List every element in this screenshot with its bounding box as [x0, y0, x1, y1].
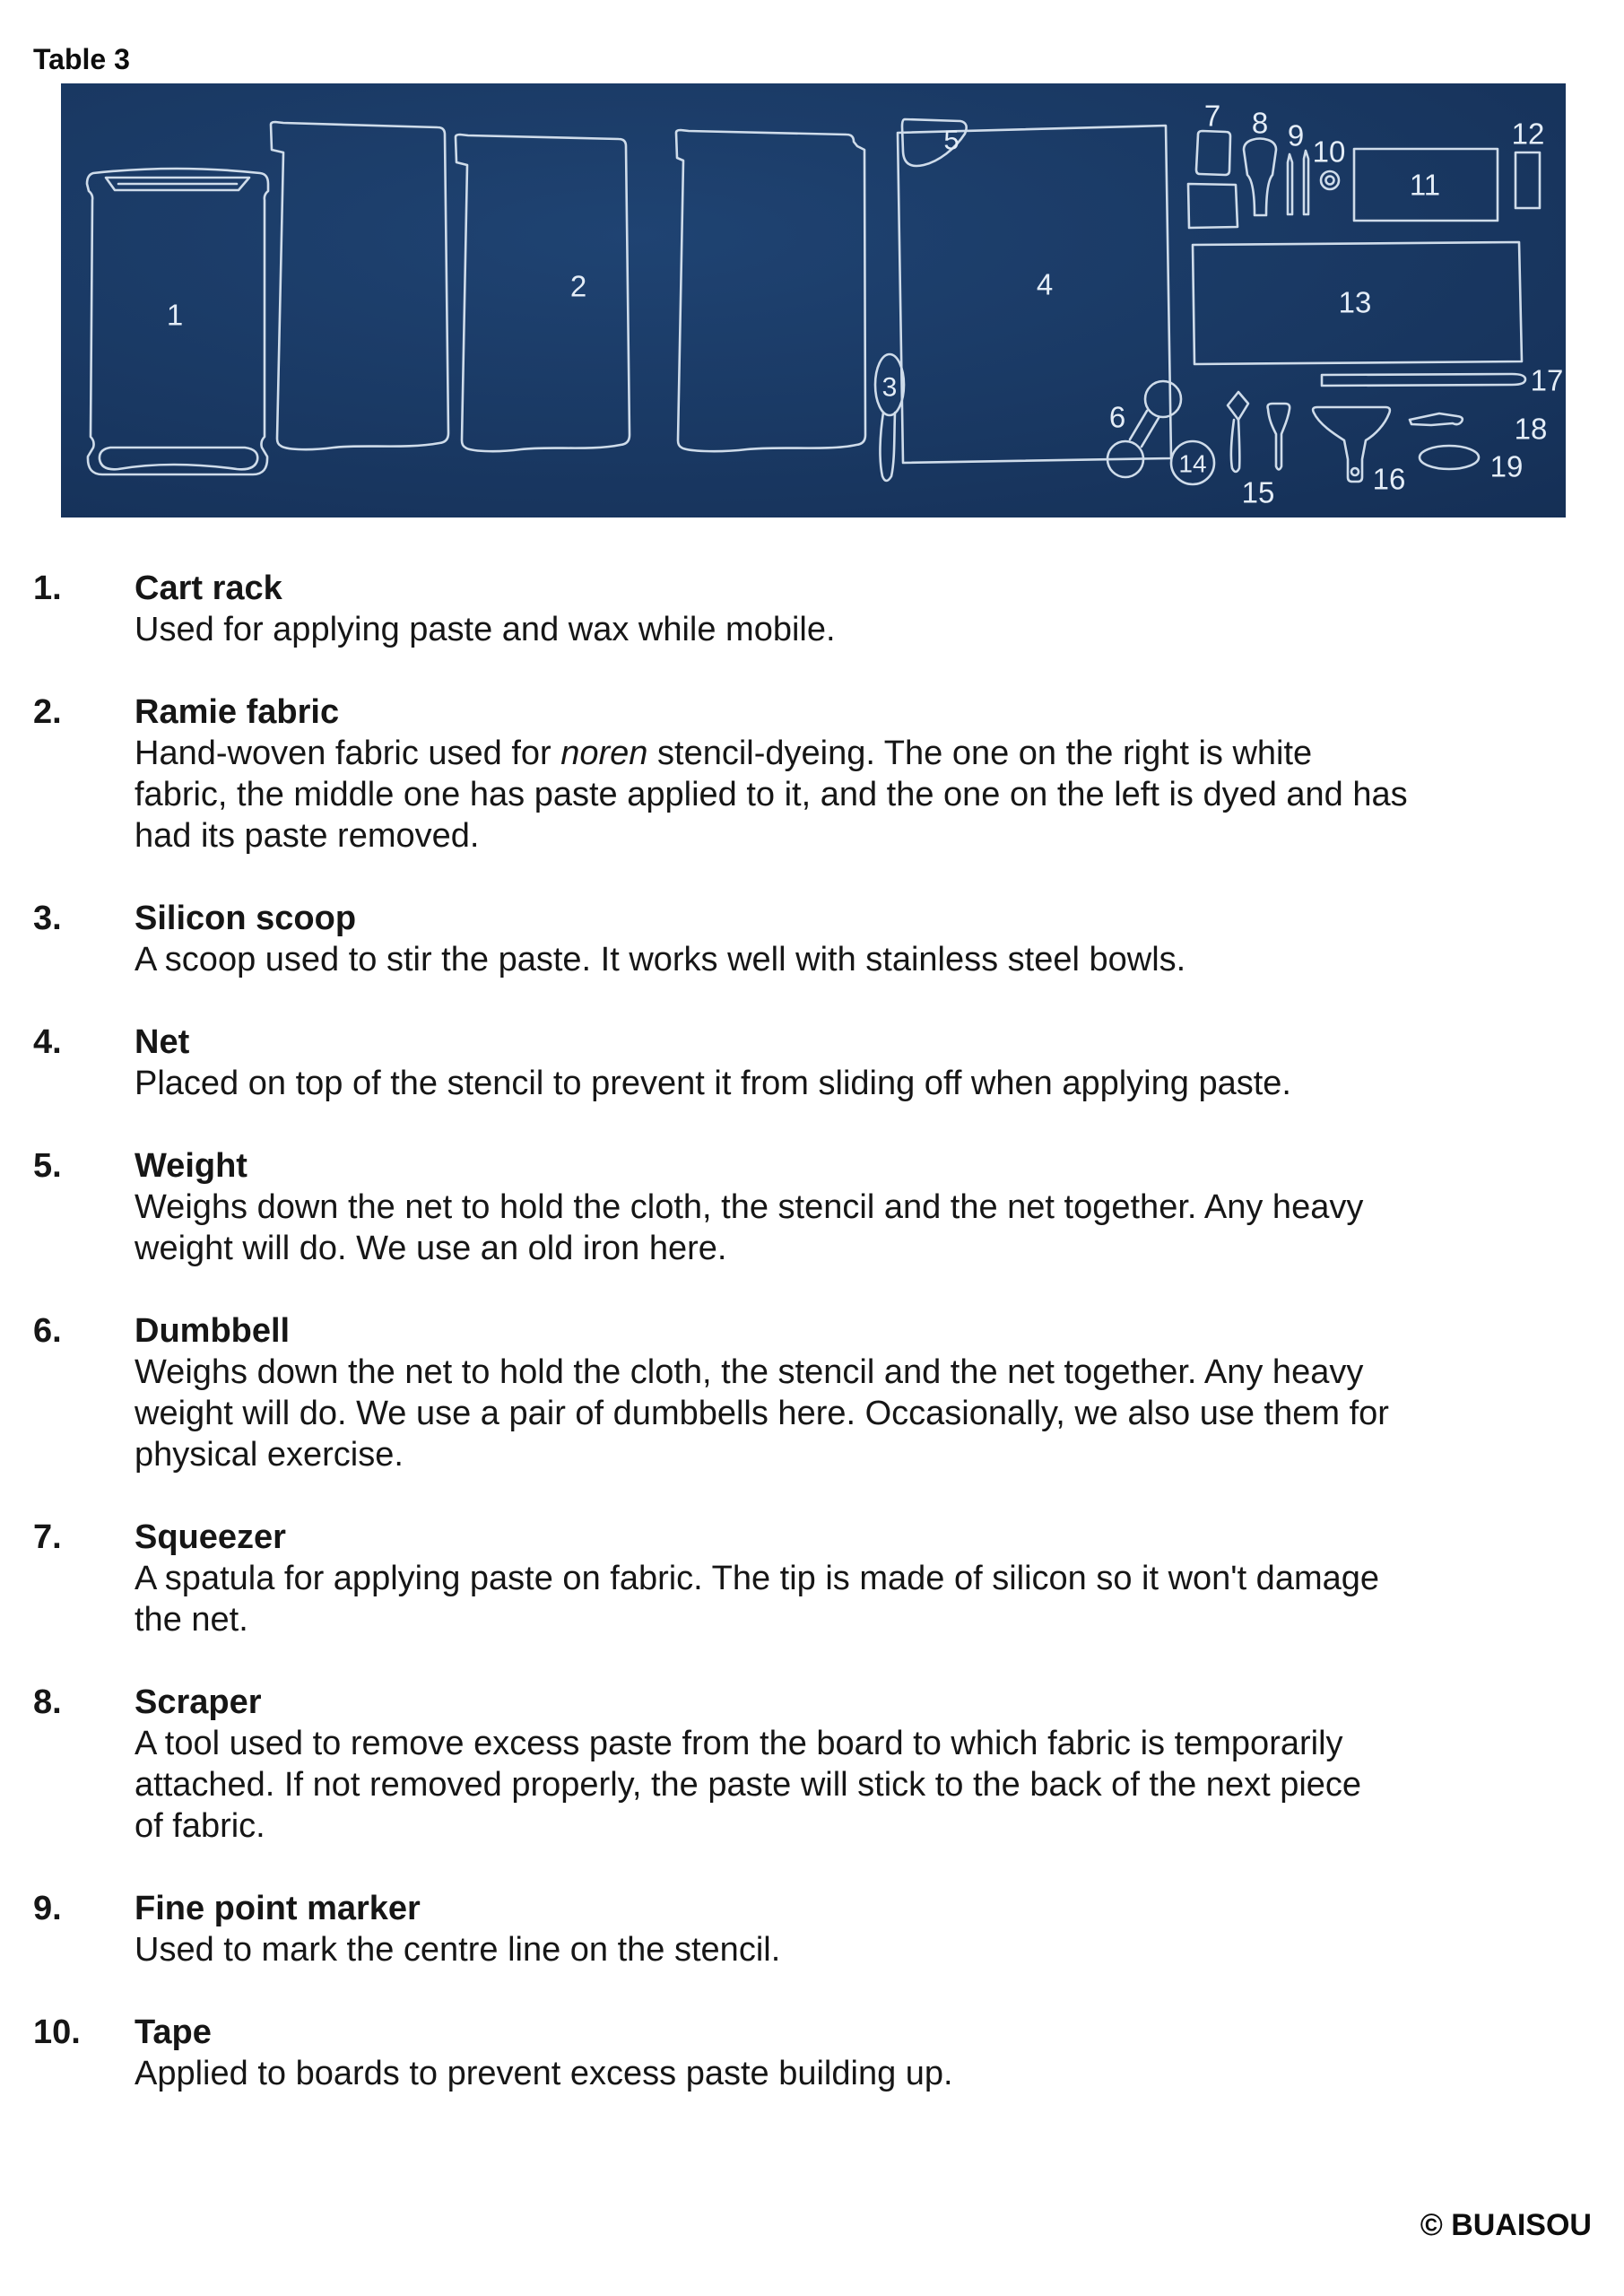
figure-label-18: 18 — [1514, 412, 1548, 446]
figure-label-9: 9 — [1287, 118, 1305, 152]
item-number: 2. — [33, 693, 62, 731]
blueprint-svg — [61, 83, 1566, 517]
item-desc-line: had its paste removed. — [135, 817, 480, 855]
figure-label-2: 2 — [569, 269, 587, 303]
item-body — [135, 1888, 780, 1970]
figure-label-14: 14 — [1178, 449, 1207, 478]
figure-label-12: 12 — [1511, 117, 1545, 151]
list-item-7 — [33, 1517, 1598, 1640]
item-title: Squeezer — [135, 1518, 286, 1556]
figure-label-8: 8 — [1251, 106, 1269, 140]
item-number: 9. — [33, 1890, 62, 1927]
item-desc-line: of fabric. — [135, 1807, 265, 1845]
list-item-5 — [33, 1145, 1598, 1269]
item-body — [135, 2012, 953, 2094]
item-desc-line: attached. If not removed properly, the paste will stick to the back of the next piece — [135, 1766, 1362, 1804]
figure-label-13: 13 — [1338, 285, 1372, 319]
list-item-6 — [33, 1310, 1598, 1475]
item-number: 4. — [33, 1023, 62, 1061]
item-title: Fine point marker — [135, 1890, 421, 1927]
item-title: Weight — [135, 1147, 248, 1185]
item-body — [135, 898, 1185, 980]
figure-label-5: 5 — [943, 124, 960, 156]
item-number: 3. — [33, 900, 62, 937]
item-desc-line: weight will do. We use an old iron here. — [135, 1230, 727, 1267]
item-number: 5. — [33, 1147, 62, 1185]
item-desc-line: A tool used to remove excess paste from the board to which fabric is temporarily — [135, 1725, 1343, 1762]
item-desc-line: Placed on top of the stencil to prevent it from sliding off when applying paste. — [135, 1065, 1291, 1102]
item-title: Silicon scoop — [135, 900, 357, 937]
figure-label-7: 7 — [1203, 99, 1221, 133]
item-title: Scraper — [135, 1683, 262, 1721]
list-item-1 — [33, 568, 1598, 650]
figure-label-6: 6 — [1108, 400, 1126, 434]
item-desc-line: Weighs down the net to hold the cloth, the stencil and the net together. Any heavy — [135, 1353, 1364, 1391]
list-item-8 — [33, 1682, 1598, 1847]
item-desc-line: weight will do. We use a pair of dumbbells here. Occasionally, we also use them for — [135, 1395, 1389, 1432]
figure-label-4: 4 — [1036, 267, 1054, 301]
item-title: Ramie fabric — [135, 693, 340, 731]
item-desc-line: Used for applying paste and wax while mobile. — [135, 611, 836, 648]
figure-label-15: 15 — [1241, 475, 1275, 509]
item-number: 1. — [33, 570, 62, 607]
list-item-10 — [33, 2012, 1598, 2094]
item-number: 7. — [33, 1518, 62, 1556]
tool-list — [33, 568, 1598, 2135]
figure-label-10: 10 — [1312, 135, 1346, 169]
item-desc-line: A scoop used to stir the paste. It works well with stainless steel bowls. — [135, 941, 1186, 978]
item-number: 8. — [33, 1683, 62, 1721]
item-desc-line: A spatula for applying paste on fabric. The tip is made of silicon so it won't damage — [135, 1560, 1380, 1597]
item-number: 6. — [33, 1312, 62, 1350]
item-body — [135, 1517, 1379, 1640]
item-desc-line: the net. — [135, 1601, 248, 1639]
item-desc-line: Applied to boards to prevent excess paste building up. — [135, 2055, 953, 2092]
item-body — [135, 1145, 1363, 1269]
item-number: 10. — [33, 2013, 81, 2051]
item-title: Cart rack — [135, 570, 282, 607]
copyright: © BUAISOU — [1420, 2208, 1592, 2242]
figure-label-17: 17 — [1530, 363, 1564, 397]
figure-label-1: 1 — [166, 298, 184, 332]
item-body — [135, 691, 1408, 857]
item-body — [135, 1022, 1291, 1104]
item-body — [135, 1310, 1389, 1475]
blueprint-figure — [61, 83, 1566, 517]
item-title: Dumbbell — [135, 1312, 291, 1350]
item-desc-line: physical exercise. — [135, 1436, 404, 1474]
item-desc-line: Weighs down the net to hold the cloth, the stencil and the net together. Any heavy — [135, 1188, 1364, 1226]
item-body — [135, 1682, 1361, 1847]
item-desc-line: fabric, the middle one has paste applied to it, and the one on the left is dyed and has — [135, 776, 1408, 813]
item-desc-line: Used to mark the centre line on the stencil. — [135, 1931, 781, 1969]
item-desc-line: Hand-woven fabric used for noren stencil-dyeing. The one on the right is white — [135, 735, 1313, 772]
figure-label-11: 11 — [1409, 168, 1441, 202]
list-item-2 — [33, 691, 1598, 857]
item-title: Tape — [135, 2013, 212, 2051]
figure-label-19: 19 — [1489, 449, 1524, 483]
item-body — [135, 568, 836, 650]
item-title: Net — [135, 1023, 190, 1061]
list-item-4 — [33, 1022, 1598, 1104]
figure-label-16: 16 — [1372, 462, 1406, 496]
figure-label-3: 3 — [881, 372, 898, 403]
page-title: Table 3 — [33, 43, 130, 75]
list-item-9 — [33, 1888, 1598, 1970]
list-item-3 — [33, 898, 1598, 980]
